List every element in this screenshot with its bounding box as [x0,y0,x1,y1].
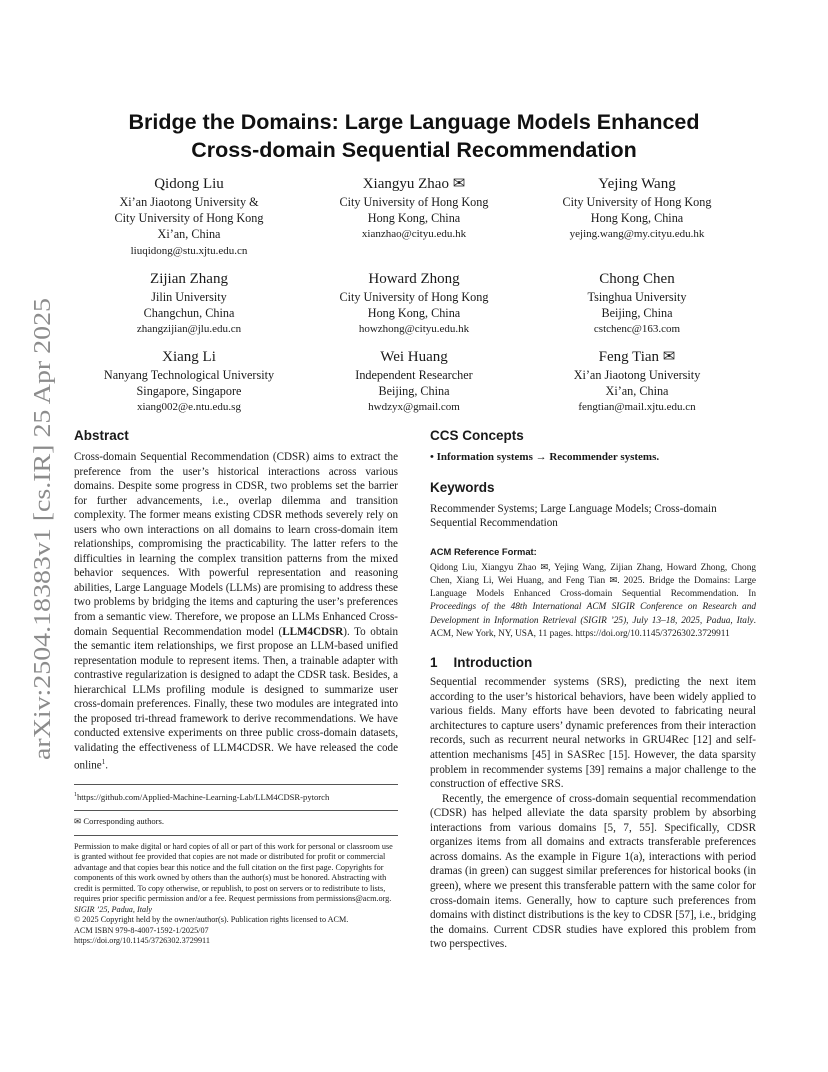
author-email: hwdzyx@gmail.com [368,401,460,414]
paper-title [74,108,754,164]
author-email: cstchenc@163.com [593,323,681,336]
doi-link[interactable]: https://doi.org/10.1145/3726302.3729911 [74,936,210,946]
author-affiliation: City University of Hong Kong [114,211,264,226]
author-name: Howard Zhong [368,271,460,287]
left-column [74,427,398,947]
arxiv-identifier [20,292,64,762]
keywords-text: Recommender Systems; Large Language Models; Cross-domain Sequential Recommendation [430,502,717,530]
venue: SIGIR ’25, Padua, Italy [74,904,152,914]
ccs-item: • Information systems → Recommender systems. [430,451,660,463]
author-email: liuqidong@stu.xjtu.edu.cn [130,244,248,257]
author-block [299,269,529,338]
permission-notice: Permission to make digital or hard copies of all or part of this work for personal or classroom use is granted without fee provided that copies are not made or distributed for profit or commercial advantage and that copies bear this notice and the full citation on the first page. Copyrights for components of this work owned by others than the author(s) must be honored. Abstracting with credit is permitted. To copy otherwise, or republish, to post on servers or to redistribute to lists, requires prior specific permission and/or a fee. Request permissions from permissions@acm.org. [74,841,393,904]
title-line-1: Bridge the Domains: Large Language Models Enhanced [128,110,700,134]
acm-reference-heading: ACM Reference Format: [430,545,537,557]
intro-paragraph-2: Recently, the emergence of cross-domain sequential recommendation (CDSR) has helped alleviate the data sparsity problem by absorbing interactions from various domains [5, 7, 55]. Specifically, CDSR organizes items from all domains and extracts transferable preferences across domains. As the example in Figure 1(a), interactions with period dramas (in green) can suggest similar preferences for historical books (in green), where we present this transferable pattern with the same color for cross-domain items. Generally, how to capture such preferences from domains with distinct distributions is the key to CDSR [57], i.e., bridging the domains. Current CDSR studies have explored this problem from two perspectives. [430,792,756,951]
author-email: fengtian@mail.xjtu.edu.cn [578,401,696,414]
author-email: zhangzijian@jlu.edu.cn [136,323,242,336]
author-affiliation: Independent Researcher [355,368,473,382]
model-name: LLM4CDSR [282,625,344,638]
author-block [74,269,304,338]
author-location: Xi’an, China [605,384,669,399]
author-name: Feng Tian ✉ [598,349,676,365]
author-block [522,269,752,338]
author-affiliation: Xi’an Jiaotong University & [119,195,259,209]
author-location: Hong Kong, China [367,211,461,226]
author-name: Xiangyu Zhao ✉ [362,176,466,192]
introduction-heading: 1 Introduction [430,654,533,670]
author-location: Singapore, Singapore [136,384,242,399]
corresponding-note: ✉ Corresponding authors. [74,816,165,827]
author-affiliation: Nanyang Technological University [103,368,275,382]
ccs-heading: CCS Concepts [430,428,524,443]
author-email: xianzhao@cityu.edu.hk [361,228,467,241]
footnote-mark: 1 [101,758,106,767]
author-location: Xi’an, China [157,227,221,242]
author-affiliation: City University of Hong Kong [339,290,489,304]
author-email: xiang002@e.ntu.edu.sg [137,401,241,414]
author-name: Xiang Li [162,349,216,365]
footnote: $^1$https://github.com/Applied-Machine-Learning-Lab/LLM4CDSR-pytorch [74,791,330,802]
author-affiliation: City University of Hong Kong [339,195,489,209]
intro-paragraph-1: Sequential recommender systems (SRS), predicting the next item according to the user’s historical behaviors, have been widely applied to various fields. Many efforts have been devoted to fabricating neural architectures to capture users’ dynamic preferences from their interaction records, such as recurrent neural networks in GRU4Rec [12] and self-attention mechanisms [45] in SASRec [15]. However, the data sparsity problem in recommender systems [39] remains a major challenge to the construction of effective SRS. [430,676,756,791]
author-name: Yejing Wang [598,176,676,192]
author-name: Wei Huang [380,349,448,365]
author-location: Beijing, China [378,384,450,399]
author-location: Hong Kong, China [367,306,461,321]
author-block [522,174,752,243]
author-affiliation: Xi’an Jiaotong University [573,368,701,382]
abstract-text: Cross-domain Sequential Recommendation (CDSR) aims to extract the preference from the user’s historical interactions across various domains. Despite some progress in CDSR, two problems set the barrier for further advancements, i.e., overlap dilemma and transition complexity. The former means existing CDSR methods severely rely on users who own interactions on all domains to learn cross-domain item relationships, compromising the practicability. The latter refers to the difficulties in learning the complex transition patterns from the mixed behavior sequences. With powerful representation and reasoning abilities, Large Language Models (LLMs) are promising to address these two problems by bridging the items and capturing the user’s preferences from a semantic view. Therefore, we propose an LLMs Enhanced Cross-domain Sequential Recommendation model (LLM4CDSR). To obtain the semantic item relationships, we first propose an LLM-based unified representation module to represent items. Then, a trainable adapter with contrastive regularization is designed to adapt the CDSR task. Besides, a hierarchical LLMs profiling module is designed to summarize user cross-domain preferences. Finally, these two modules are integrated into the proposed tri-thread framework to derive recommendations. We have conducted extensive experiments on three public cross-domain datasets, validating the effectiveness of LLM4CDSR. We have released the code online$^1$. [74,451,399,773]
author-block [299,347,529,416]
author-location: Hong Kong, China [590,211,684,226]
title-line-2: Cross-domain Sequential Recommendation [191,138,637,162]
author-location: Beijing, China [601,306,673,321]
abstract-heading: Abstract [74,428,129,443]
author-block [74,174,304,259]
author-name: Qidong Liu [154,176,224,192]
keywords-heading: Keywords [430,479,495,495]
author-email: howzhong@cityu.edu.hk [358,323,470,336]
arxiv-identifier-text: arXiv:2504.18383v1 [cs.IR] 25 Apr 2025 [30,362,56,760]
author-email: yejing.wang@my.cityu.edu.hk [569,228,705,241]
author-affiliation: Jilin University [151,290,227,304]
copyright: © 2025 Copyright held by the owner/author(s). Publication rights licensed to ACM. [74,915,349,925]
right-column [430,427,756,952]
footnote-url[interactable]: https://github.com/Applied-Machine-Learning-Lab/LLM4CDSR-pytorch [77,791,330,802]
author-block [522,347,752,416]
acm-reference-text: Qidong Liu, Xiangyu Zhao ✉, Yejing Wang, Zijian Zhang, Howard Zhong, Chong Chen, Xiang Li, Wei Huang, and Feng Tian ✉. 2025. Bridge the Domains: Large Language Models Enhanced Cross-domain Sequential Recommendation. In Proceedings of the 48th International ACM SIGIR Conference on Research and Development in Information Retrieval (SIGIR ’25), July 13–18, 2025, Padua, Italy. ACM, New York, NY, USA, 11 pages. https://doi.org/10.1145/3726302.3729911 [430,563,756,639]
author-affiliation: Tsinghua University [587,290,687,304]
author-block [299,174,529,243]
author-name: Zijian Zhang [150,271,228,287]
author-block [74,347,304,416]
author-name: Chong Chen [599,271,675,287]
author-affiliation: City University of Hong Kong [562,195,712,209]
author-location: Changchun, China [143,306,235,321]
isbn: ACM ISBN 979-8-4007-1592-1/2025/07 [74,925,209,935]
